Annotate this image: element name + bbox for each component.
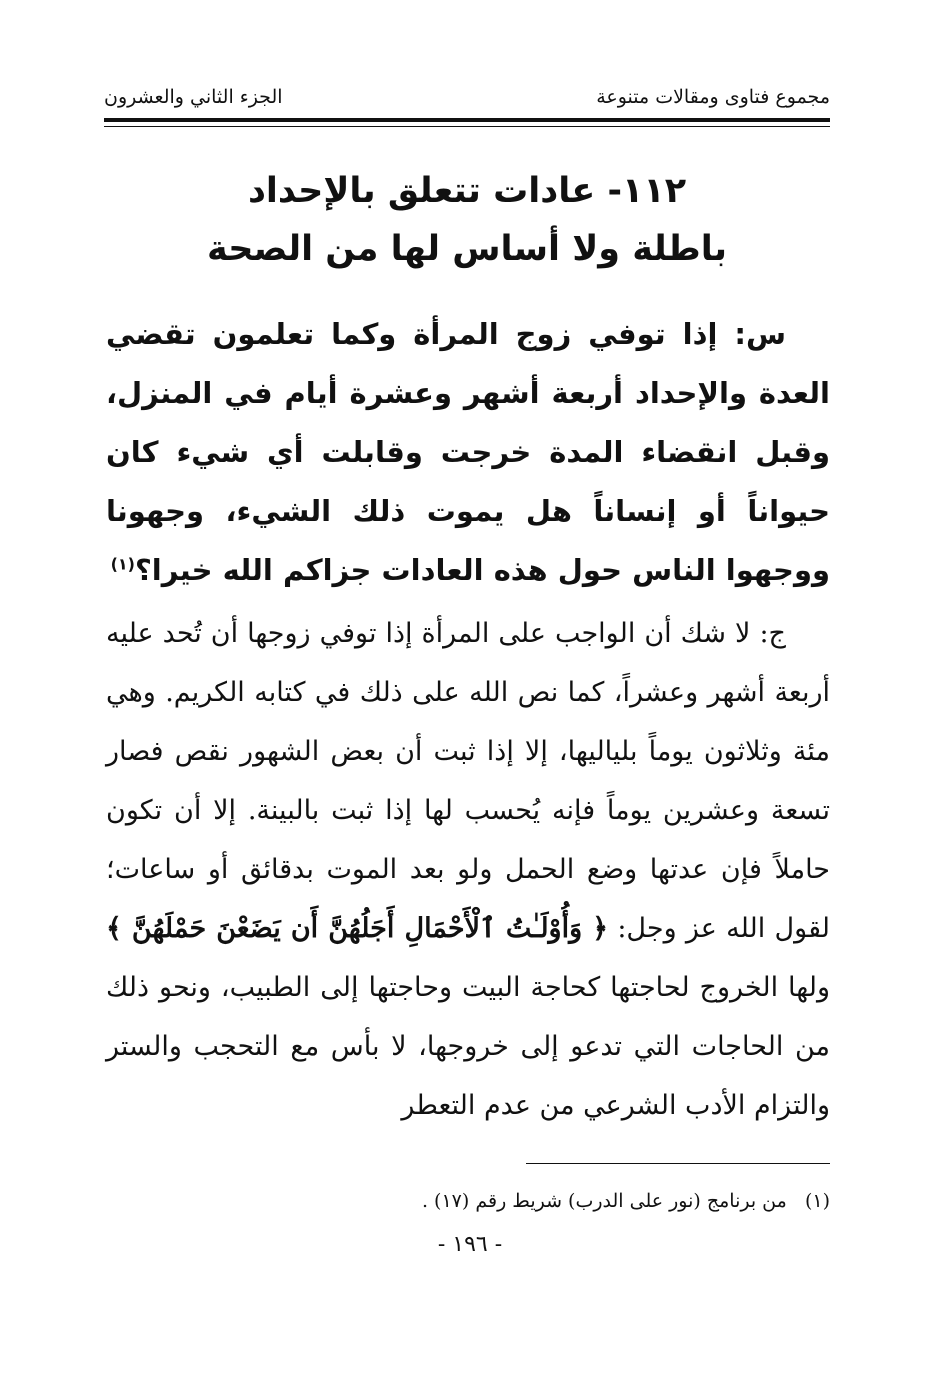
answer-paragraph bbox=[106, 604, 830, 1135]
footnote-divider bbox=[526, 1163, 830, 1164]
running-header bbox=[104, 86, 830, 116]
answer-text-before: ج: لا شك أن الواجب على المرأة إذا توفي زوجها أن تُحد عليه أربعة أشهر وعشراً، كما نص الله على ذلك في كتابه الكريم. وهي مئة وثلاثون يوماً بلياليها، إلا إذا ثبت أن بعض الشهور نقص فصار تسعة وعشرين يوماً فإنه يُحسب لها إذا ثبت بالبينة. إلا أن تكون حاملاً فإن عدتها وضع الحمل ولو بعد الموت بدقائق أو ساعات؛ لقول الله عز وجل: bbox=[106, 618, 831, 944]
answer-text-after: ولها الخروج لحاجتها كحاجة البيت وحاجتها إلى الطبيب، ونحو ذلك من الحاجات التي تدعو إلى خروجها، لا بأس مع التحجب والستر والتزام الأدب الشرعي من عدم التعطر bbox=[106, 972, 830, 1121]
question-paragraph bbox=[106, 305, 830, 600]
footnote-text: من برنامج (نور على الدرب) شريط رقم (١٧) . bbox=[421, 1190, 787, 1212]
title-line-2: باطلة ولا أساس لها من الصحة bbox=[207, 229, 727, 269]
article-title bbox=[104, 162, 830, 278]
header-rule-thin bbox=[104, 126, 830, 127]
header-rule-thick bbox=[104, 118, 830, 122]
quran-verse: ﴿ وَأُوْلَـٰتُ ٱلْأَحْمَالِ أَجَلُهُنَّ أَن يَضَعْنَ حَمْلَهُنَّ ﴾ bbox=[106, 913, 609, 944]
footnote-marker: (١) bbox=[804, 1190, 830, 1212]
question-text: س: إذا توفي زوج المرأة وكما تعلمون تقضي العدة والإحداد أربعة أشهر وعشرة أيام في المنزل، وقبل انقضاء المدة خرجت وقابلت أي شيء كان حيواناً أو إنساناً هل يموت ذلك الشيء، وجهونا ووجهوا الناس حول هذه العادات جزاكم الله خيرا؟ bbox=[106, 317, 830, 587]
title-line-1: ١١٢- عادات تتعلق بالإحداد bbox=[247, 171, 687, 211]
footnote bbox=[200, 1186, 830, 1216]
footnote-reference: (١) bbox=[110, 554, 135, 574]
volume-label: الجزء الثاني والعشرون bbox=[104, 86, 283, 108]
book-title: مجموع فتاوى ومقالات متنوعة bbox=[596, 86, 830, 108]
page-number: - ١٩٦ - bbox=[437, 1232, 503, 1257]
